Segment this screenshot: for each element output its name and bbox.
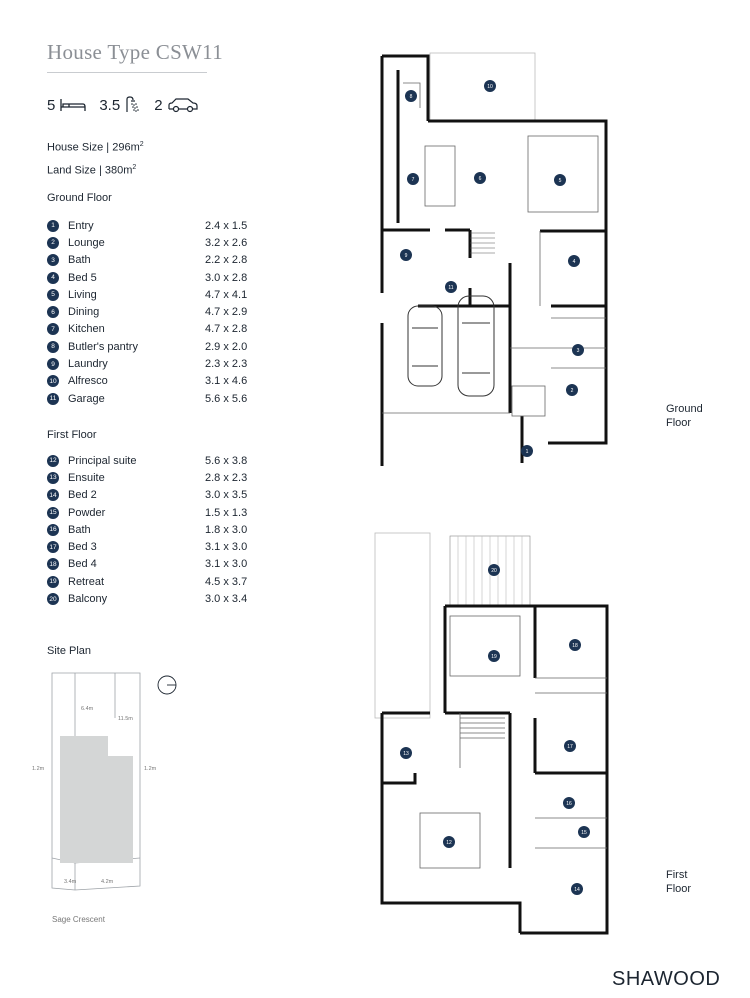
room-row (47, 504, 257, 521)
room-dimensions: 3.0 x 3.4 (205, 593, 248, 606)
site-plan-drawing (30, 668, 190, 938)
room-row (47, 469, 257, 486)
room-row (47, 269, 257, 286)
cars-count: 2 (154, 96, 163, 114)
room-name: Bed 2 (68, 489, 97, 502)
room-number-badge: 5 (47, 289, 59, 301)
room-name: Powder (68, 506, 106, 519)
room-dimensions: 2.4 x 1.5 (205, 219, 248, 232)
room-dimensions: 5.6 x 5.6 (205, 392, 248, 405)
room-row (47, 521, 257, 538)
room-name: Bath (68, 523, 91, 536)
svg-text:4: 4 (572, 259, 576, 265)
room-number-badge: 8 (47, 341, 59, 353)
svg-text:13: 13 (403, 751, 409, 757)
room-dimensions: 3.1 x 3.0 (205, 558, 248, 571)
room-dimensions: 1.5 x 1.3 (205, 506, 248, 519)
svg-text:7: 7 (411, 177, 415, 183)
car-icon (167, 97, 199, 113)
site-dim-bottom-b: 4.2m (101, 879, 114, 885)
bed-icon (59, 97, 87, 113)
room-row (47, 390, 257, 407)
room-number-badge: 11 (47, 393, 59, 405)
room-name: Garage (68, 392, 105, 405)
room-number-badge: 9 (47, 358, 59, 370)
site-dim-right: 1.2m (144, 766, 157, 772)
room-name: Ensuite (68, 471, 105, 484)
house-footprint (60, 736, 133, 863)
svg-text:8: 8 (409, 94, 413, 100)
room-row (47, 252, 257, 269)
site-dim-left: 1.2m (32, 766, 45, 772)
site-dim-top-b: 11.5m (118, 716, 133, 722)
room-name: Alfresco (68, 375, 108, 388)
room-number-badge: 20 (47, 593, 59, 605)
room-number-badge: 16 (47, 524, 59, 536)
bath-icon (124, 96, 142, 114)
room-row (47, 556, 257, 573)
svg-text:9: 9 (404, 253, 408, 259)
house-size: House Size | $296m^2$ (47, 141, 144, 154)
ground-floor-plan (370, 48, 620, 468)
room-row (47, 573, 257, 590)
room-row (47, 590, 257, 607)
room-number-badge: 7 (47, 323, 59, 335)
room-name: Lounge (68, 236, 105, 249)
room-dimensions: 2.9 x 2.0 (205, 340, 248, 353)
house-sizes (47, 135, 144, 180)
beds-count: 5 (47, 96, 56, 114)
svg-text:18: 18 (572, 643, 578, 649)
ground-floor-rooms (47, 217, 257, 407)
svg-text:11: 11 (448, 285, 454, 291)
room-number-badge: 13 (47, 472, 59, 484)
room-dimensions: 2.8 x 2.3 (205, 471, 248, 484)
first-floor-plan (370, 528, 620, 948)
house-specs (47, 96, 211, 114)
room-row (47, 286, 257, 303)
room-dimensions: 3.2 x 2.6 (205, 236, 248, 249)
svg-text:10: 10 (487, 84, 493, 90)
room-number-badge: 1 (47, 220, 59, 232)
room-dimensions: 3.1 x 3.0 (205, 541, 248, 554)
room-name: Bed 3 (68, 541, 97, 554)
room-name: Butler's pantry (68, 340, 138, 353)
room-name: Living (68, 288, 97, 301)
room-row (47, 487, 257, 504)
room-number-badge: 10 (47, 375, 59, 387)
title-divider (47, 72, 207, 73)
room-name: Balcony (68, 593, 108, 606)
site-dim-top-a: 6.4m (81, 706, 94, 712)
svg-text:16: 16 (566, 801, 572, 807)
svg-text:1: 1 (525, 449, 529, 455)
room-dimensions: 4.7 x 2.8 (205, 323, 248, 336)
room-row (47, 321, 257, 338)
room-dimensions: 5.6 x 3.8 (205, 454, 248, 467)
room-row (47, 452, 257, 469)
room-number-badge: 2 (47, 237, 59, 249)
room-number-badge: 12 (47, 455, 59, 467)
room-number-badge: 15 (47, 507, 59, 519)
baths-count: 3.5 (99, 96, 121, 114)
room-number-badge: 19 (47, 576, 59, 588)
svg-text:14: 14 (574, 887, 580, 893)
svg-text:17: 17 (567, 744, 573, 750)
room-dimensions: 1.8 x 3.0 (205, 523, 248, 536)
svg-text:5: 5 (558, 178, 562, 184)
room-name: Bath (68, 254, 91, 267)
room-number-badge: 18 (47, 558, 59, 570)
ground-floor-heading: Ground Floor (47, 192, 112, 204)
svg-text:2: 2 (570, 388, 574, 394)
svg-text:6: 6 (478, 176, 482, 182)
svg-text:12: 12 (446, 840, 452, 846)
room-name: Retreat (68, 575, 105, 588)
room-row (47, 355, 257, 372)
room-dimensions: 2.2 x 2.8 (205, 254, 248, 267)
svg-text:19: 19 (491, 654, 497, 660)
ground-floor-label: Ground Floor (666, 403, 703, 429)
room-name: Bed 5 (68, 271, 97, 284)
room-number-badge: 3 (47, 254, 59, 266)
room-dimensions: 4.7 x 2.9 (205, 306, 248, 319)
room-number-badge: 6 (47, 306, 59, 318)
svg-text:15: 15 (581, 830, 587, 836)
room-dimensions: 3.0 x 2.8 (205, 271, 248, 284)
svg-text:20: 20 (491, 568, 497, 574)
first-floor-label: First Floor (666, 869, 692, 895)
room-dimensions: 4.7 x 4.1 (205, 288, 248, 301)
room-number-badge: 4 (47, 272, 59, 284)
room-dimensions: 4.5 x 3.7 (205, 575, 248, 588)
room-row (47, 338, 257, 355)
room-name: Entry (68, 219, 94, 232)
house-type-title: House Type CSW11 (47, 40, 223, 64)
room-name: Dining (68, 306, 100, 319)
room-row (47, 373, 257, 390)
room-number-badge: 14 (47, 489, 59, 501)
site-plan-heading: Site Plan (47, 645, 92, 657)
room-name: Laundry (68, 358, 108, 371)
street-name: Sage Crescent (52, 915, 105, 924)
room-row (47, 234, 257, 251)
room-name: Kitchen (68, 323, 105, 336)
room-dimensions: 2.3 x 2.3 (205, 358, 248, 371)
room-row (47, 538, 257, 555)
svg-text:3: 3 (576, 348, 580, 354)
room-name: Principal suite (68, 454, 137, 467)
room-number-badge: 17 (47, 541, 59, 553)
first-floor-rooms (47, 452, 257, 608)
room-name: Bed 4 (68, 558, 97, 571)
room-row (47, 217, 257, 234)
shawood-logo: SHAWOOD (612, 968, 721, 990)
room-row (47, 303, 257, 320)
site-dim-bottom-a: 3.4m (64, 879, 77, 885)
room-dimensions: 3.0 x 3.5 (205, 489, 248, 502)
room-dimensions: 3.1 x 4.6 (205, 375, 248, 388)
first-floor-heading: First Floor (47, 429, 97, 441)
land-size: Land Size | $380m^2$ (47, 163, 137, 177)
